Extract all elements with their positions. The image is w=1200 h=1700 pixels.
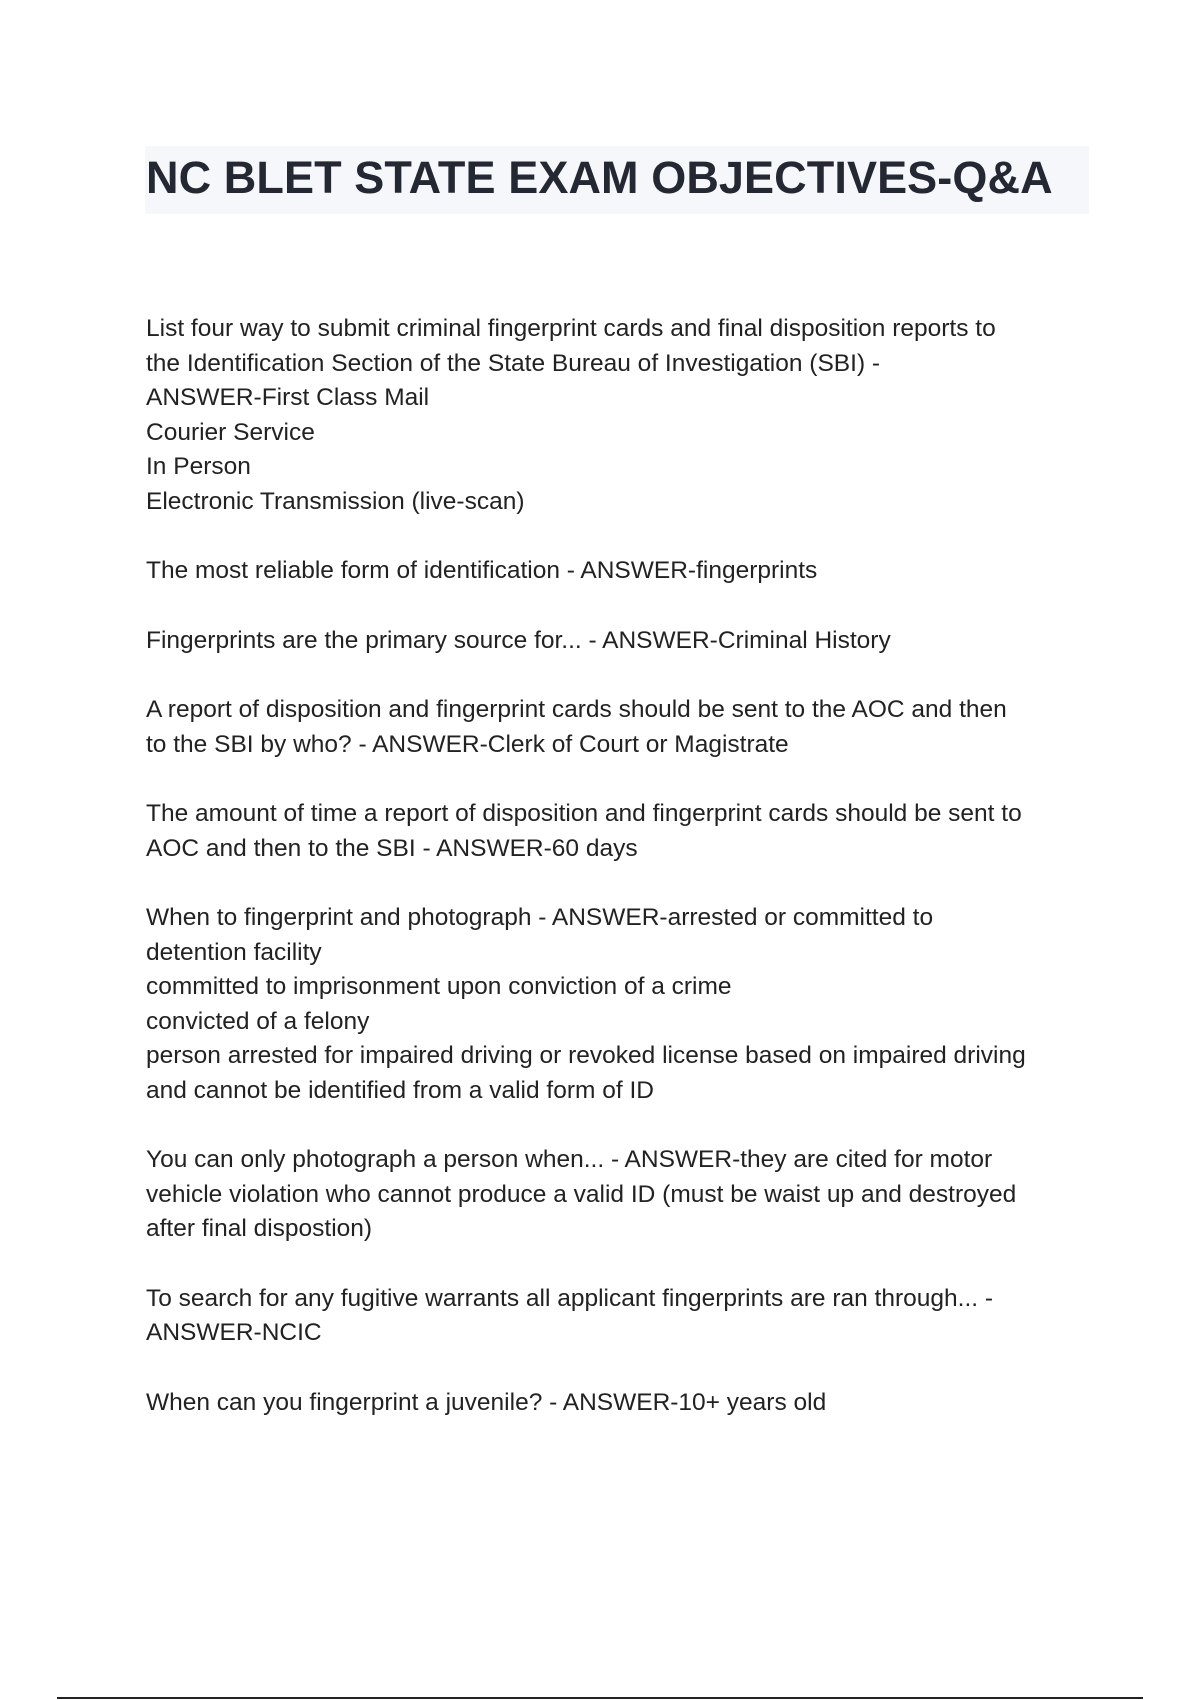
qa-line: detention facility	[146, 938, 322, 966]
qa-entry-5	[146, 797, 1096, 866]
qa-entry-7	[146, 1143, 1096, 1247]
qa-line: ANSWER-First Class Mail	[146, 384, 430, 411]
qa-line: List four way to submit criminal fingerprint cards and final disposition reports to	[146, 315, 996, 342]
qa-list	[146, 312, 1096, 1455]
qa-line: The amount of time a report of disposition and fingerprint cards should be sent to	[146, 800, 1022, 827]
footer-rule	[57, 1697, 1143, 1699]
qa-line: When can you fingerprint a juvenile? - ANSWER-10+ years old	[146, 1388, 827, 1416]
qa-line: A report of disposition and fingerprint cards should be sent to the AOC and then	[146, 696, 1007, 723]
qa-entry-1	[146, 312, 1096, 519]
qa-entry-2	[146, 554, 1096, 589]
qa-line: to the SBI by who? - ANSWER-Clerk of Court or Magistrate	[146, 730, 789, 758]
qa-line: and cannot be identified from a valid form of ID	[146, 1076, 654, 1104]
qa-line: Courier Service	[146, 418, 315, 446]
qa-entry-4	[146, 693, 1096, 762]
qa-line: ANSWER-NCIC	[146, 1319, 322, 1346]
qa-line: The most reliable form of identification - ANSWER-fingerprints	[146, 557, 818, 584]
qa-line: Fingerprints are the primary source for... - ANSWER-Criminal History	[146, 626, 891, 654]
qa-entry-9	[146, 1386, 1096, 1421]
qa-line: In Person	[146, 453, 251, 480]
qa-line: the Identification Section of the State Bureau of Investigation (SBI) -	[146, 349, 881, 377]
qa-line: Electronic Transmission (live-scan)	[146, 487, 525, 515]
qa-line: vehicle violation who cannot produce a valid ID (must be waist up and destroyed	[146, 1180, 1017, 1208]
qa-line: When to fingerprint and photograph - ANSWER-arrested or committed to	[146, 904, 934, 931]
qa-entry-3	[146, 624, 1096, 659]
qa-entry-8	[146, 1282, 1096, 1351]
qa-entry-6	[146, 901, 1096, 1108]
qa-line: AOC and then to the SBI - ANSWER-60 days	[146, 834, 638, 862]
document-title: NC BLET STATE EXAM OBJECTIVES-Q&A	[146, 152, 1053, 203]
qa-line: after final dispostion)	[146, 1215, 373, 1242]
qa-line: person arrested for impaired driving or revoked license based on impaired driving	[146, 1042, 1026, 1069]
qa-line: convicted of a felony	[146, 1007, 370, 1035]
qa-line: To search for any fugitive warrants all applicant fingerprints are ran through... -	[146, 1284, 994, 1312]
qa-line: committed to imprisonment upon conviction of a crime	[146, 973, 732, 1000]
qa-line: You can only photograph a person when... - ANSWER-they are cited for motor	[146, 1146, 993, 1173]
